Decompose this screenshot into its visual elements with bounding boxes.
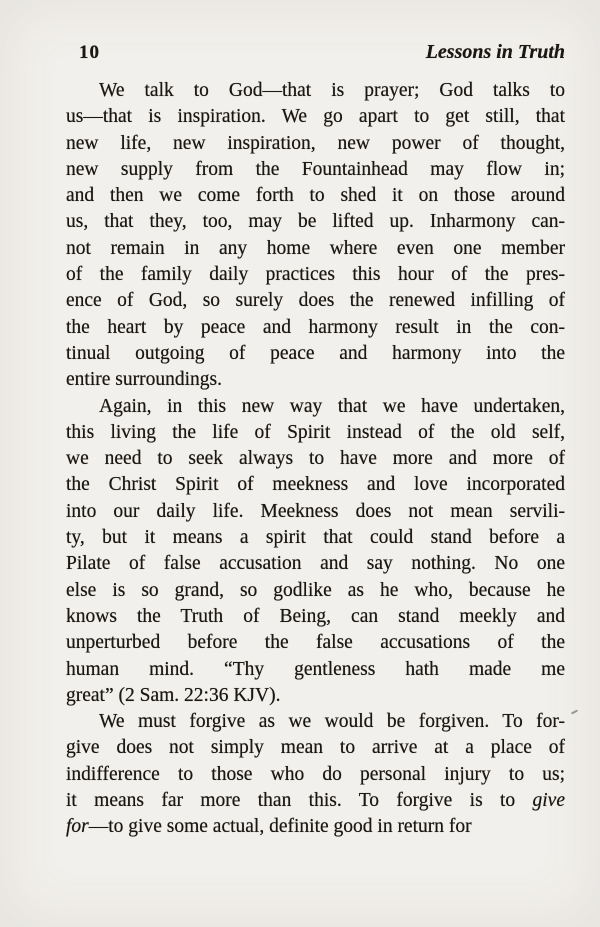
text-line: new life, new inspiration, new power of thought,	[66, 132, 565, 154]
scan-artifact	[571, 709, 578, 714]
text-line: human mind. “Thy gentleness hath made me	[66, 658, 565, 680]
text-line: Pilate of false accusation and say nothing. No one	[66, 553, 565, 575]
text-line: new supply from the Fountainhead may flow in;	[66, 158, 565, 180]
text-line: give does not simply mean to arrive at a place of	[66, 737, 565, 759]
text-line: the heart by peace and harmony result in the con-	[66, 316, 565, 338]
text-line: indifference to those who do personal injury to us;	[66, 763, 565, 785]
running-title: Lessons in Truth	[425, 41, 565, 63]
text-line: us—that is inspiration. We go apart to get still, that	[66, 106, 565, 128]
italic-text: give	[532, 790, 565, 812]
text-line: we need to seek always to have more and more of	[66, 448, 565, 470]
text-line: and then we come forth to shed it on those around	[66, 185, 565, 207]
text-line: the Christ Spirit of meekness and love incorporated	[66, 474, 565, 496]
text-segment: —to give some actual, definite good in return for	[88, 816, 472, 838]
text-line: Again, in this new way that we have undertaken,	[99, 395, 565, 417]
text-line: ty, but it means a spirit that could stand before a	[66, 527, 565, 549]
text-line	[66, 814, 565, 840]
text-line: unperturbed before the false accusations of the	[66, 632, 565, 654]
text-line: entire surroundings.	[66, 369, 222, 391]
text-line: us, that they, too, may be lifted up. Inharmony can-	[66, 211, 565, 233]
text-line: not remain in any home where even one member	[66, 237, 565, 259]
text-segment: it means far more than this. To forgive is to	[66, 790, 533, 812]
text-line: of the family daily practices this hour of the pres-	[66, 264, 565, 286]
text-line: knows the Truth of Being, can stand meekly and	[66, 605, 565, 627]
text-line: great” (2 Sam. 22:36 KJV).	[66, 684, 281, 706]
text-line	[66, 788, 565, 814]
text-line: this living the life of Spirit instead of the old self,	[66, 421, 565, 443]
paragraph	[66, 78, 565, 394]
text-line: ence of God, so surely does the renewed infilling of	[66, 290, 565, 312]
paragraph	[66, 394, 565, 710]
text-line: We must forgive as we would be forgiven. To for-	[99, 711, 565, 733]
paragraph	[66, 709, 565, 840]
page-number: 10	[79, 42, 100, 63]
text-column	[66, 78, 565, 841]
italic-text: for	[66, 816, 89, 838]
text-line: We talk to God—that is prayer; God talks to	[99, 80, 565, 101]
page-header	[66, 41, 565, 64]
text-line: else is so grand, so godlike as he who, because he	[66, 579, 565, 601]
text-line: tinual outgoing of peace and harmony into the	[66, 342, 565, 364]
text-line: into our daily life. Meekness does not mean servili-	[66, 500, 565, 522]
